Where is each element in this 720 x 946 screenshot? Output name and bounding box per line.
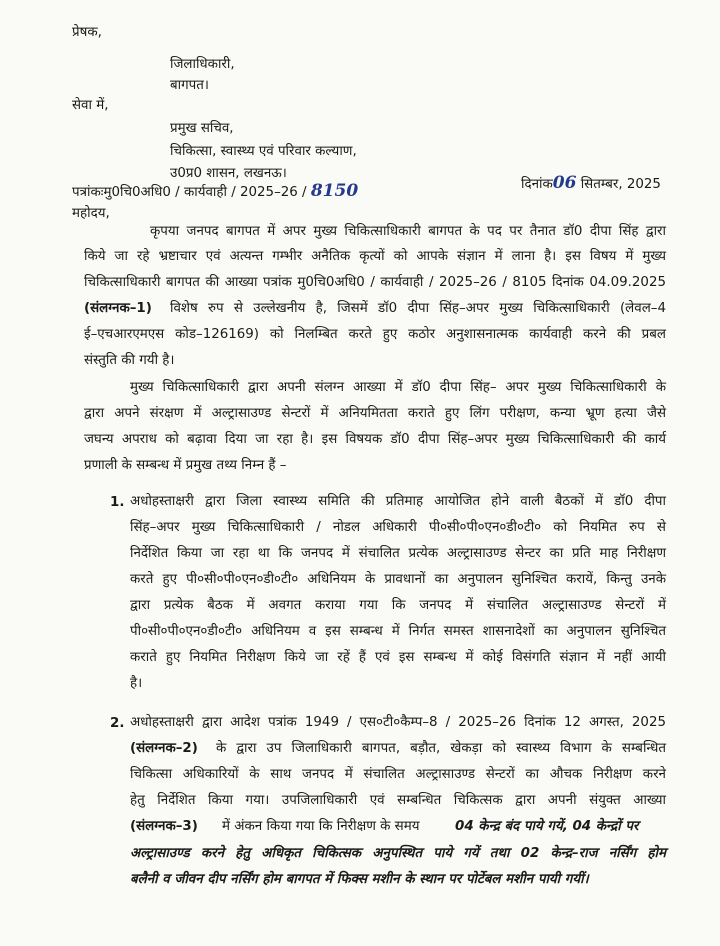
para1-line: विशेष रुप से उल्लेखनीय है, जिसमें डॉ0 दीपा सिंह–अपर मुख्य चिकित्साधिकारी (लेवल–4: [170, 301, 666, 316]
item1-line: पी०सी०पी०एन०डी०टी० अधिनियम व इस सम्बन्ध में निर्गत समस्त शासनादेशों का अनुपालन सुनिश्चित: [130, 624, 666, 639]
to-label: सेवा में,: [72, 98, 109, 113]
item1-number: 1.: [110, 495, 125, 510]
recipient-line1: प्रमुख सचिव,: [170, 121, 234, 136]
reference-number: [72, 182, 358, 202]
item1-line: कराते हुए नियमित निरीक्षण किये जा रहें हैं एवं इस सम्बन्ध में कोई विसंगति संज्ञान में नहीं आयी: [130, 650, 666, 665]
sender-name: जिलाधिकारी,: [170, 57, 235, 72]
para2-line: मुख्य चिकित्साधिकारी द्वारा अपनी संलग्न आख्या में डॉ0 दीपा सिंह– अपर मुख्य चिकित्साधिकारी के: [130, 380, 666, 395]
item1-line: है।: [130, 676, 143, 691]
item1-line: निर्देशित किया जा रहा था कि जनपद में संचालित प्रत्येक अल्ट्रासाउण्ड सेन्टर का प्रति माह निरीक्षण: [130, 546, 666, 561]
sender-label: प्रेषक,: [72, 25, 102, 40]
para1-line: कृपया जनपद बागपत में अपर मुख्य चिकित्साधिकारी बागपत के पद पर तैनात डॉ0 दीपा सिंह द्वारा: [150, 224, 666, 239]
letter-date: [521, 174, 661, 194]
recipient-line3: उ0प्र0 शासन, लखनऊ।: [170, 166, 287, 181]
item2-number: 2.: [110, 716, 125, 731]
para1-annex-1: (संलग्नक–1): [84, 301, 152, 316]
item2-line: हेतु निर्देशित किया गया। उपजिलाधिकारी एवं सम्बन्धित चिकित्सक द्वारा अपनी संयुक्त आख्या: [130, 793, 666, 808]
item2-line: अल्ट्रासाउण्ड करने हेतु अधिकृत चिकित्सक अनुपस्थित पाये गयें तथा 02 केन्द्र–राज नर्सिंग होम: [130, 846, 666, 861]
para1-line: संस्तुति की गयी है।: [84, 353, 175, 368]
item2-line: के द्वारा उप जिलाधिकारी बागपत, बड़ौत, खेकड़ा को स्वास्थ्य विभाग के सम्बन्धित: [216, 741, 666, 756]
item2-line: चिकित्सा अधिकारियों के साथ जनपद में संचालित अल्ट्रासाउण्ड सेन्टरों का औचक निरीक्षण करने: [130, 767, 666, 782]
date-suffix: सितम्बर, 2025: [580, 177, 661, 192]
para1-line: चिकित्साधिकारी बागपत की आख्या पत्रांक मु0चि0अधि0 / कार्यवाही / 2025–26 / 8105 दिनांक 04.09.2025: [84, 275, 666, 290]
item1-line: सिंह–अपर मुख्य चिकित्साधिकारी / नोडल अधिकारी पी०सी०पी०एन०डी०टी० को नियमित रुप से: [130, 520, 666, 535]
item2-highlight: 04 केन्द्र बंद पाये गयें, 04 केन्द्रों पर: [455, 819, 639, 834]
reference-handwritten: 8150: [310, 181, 359, 201]
sender-place: बागपत।: [170, 78, 209, 93]
para2-line: जघन्य अपराध को बढ़ावा दिया जा रहा है। इस विषयक डॉ0 दीपा सिंह–अपर मुख्य चिकित्साधिकारी की कार्य: [84, 432, 666, 447]
para1-line: किये जा रहे भ्रष्टाचार एवं अत्यन्त गम्भीर अनैतिक कृत्यों को आपके संज्ञान में लाना है। इस विषय में मुख्य: [84, 249, 666, 264]
para2-line: द्वारा अपने संरक्षण में अल्ट्रासाउण्ड सेन्टरों में अनियमितता कराते हुए लिंग परीक्षण, कन्या भ्रूण हत्या जैसे: [84, 406, 666, 421]
item2-line: अधोहस्ताक्षरी द्वारा आदेश पत्रांक 1949 / एस०टी०कैम्प–8 / 2025–26 दिनांक 12 अगस्त, 2025: [130, 715, 666, 730]
date-handwritten: 06: [552, 173, 577, 193]
item2-annex-3: (संलग्नक–3): [130, 819, 198, 834]
para1-line: ई–एचआरएमएस कोड–126169) को निलम्बित करते हुए कठोर अनुशासनात्मक कार्यवाही करने की प्रबल: [84, 327, 666, 342]
item1-line: करते हुए पी०सी०पी०एन०डी०टी० अधिनियम के प्रावधानों का अनुपालन सुनिश्चित करायें, किन्तु उनके: [130, 572, 666, 587]
reference-prefix: पत्रांकःमु0चि0अधि0 / कार्यवाही / 2025–26 /: [72, 185, 307, 200]
date-prefix: दिनांक: [521, 177, 553, 192]
item1-line: अधोहस्ताक्षरी द्वारा जिला स्वास्थ्य समिति की प्रतिमाह आयोजित होने वाली बैठकों में डॉ0 दीपा: [130, 494, 666, 509]
item1-line: द्वारा प्रत्येक बैठक में अवगत कराया गया कि जनपद में संचालित अल्ट्रासाउण्ड सेन्टरों में: [130, 598, 666, 613]
item2-line: बलैनी व जीवन दीप नर्सिंग होम बागपत में फिक्स मशीन के स्थान पर पोर्टेबल मशीन पायी गयीं।: [130, 872, 589, 887]
recipient-line2: चिकित्सा, स्वास्थ्य एवं परिवार कल्याण,: [170, 144, 357, 159]
item2-annex-2: (संलग्नक–2): [130, 741, 198, 756]
salutation: महोदय,: [72, 206, 110, 221]
item2-line: में अंकन किया गया कि निरीक्षण के समय: [222, 819, 420, 834]
para2-line: प्रणाली के सम्बन्ध में प्रमुख तथ्य निम्न हैं –: [84, 458, 287, 473]
